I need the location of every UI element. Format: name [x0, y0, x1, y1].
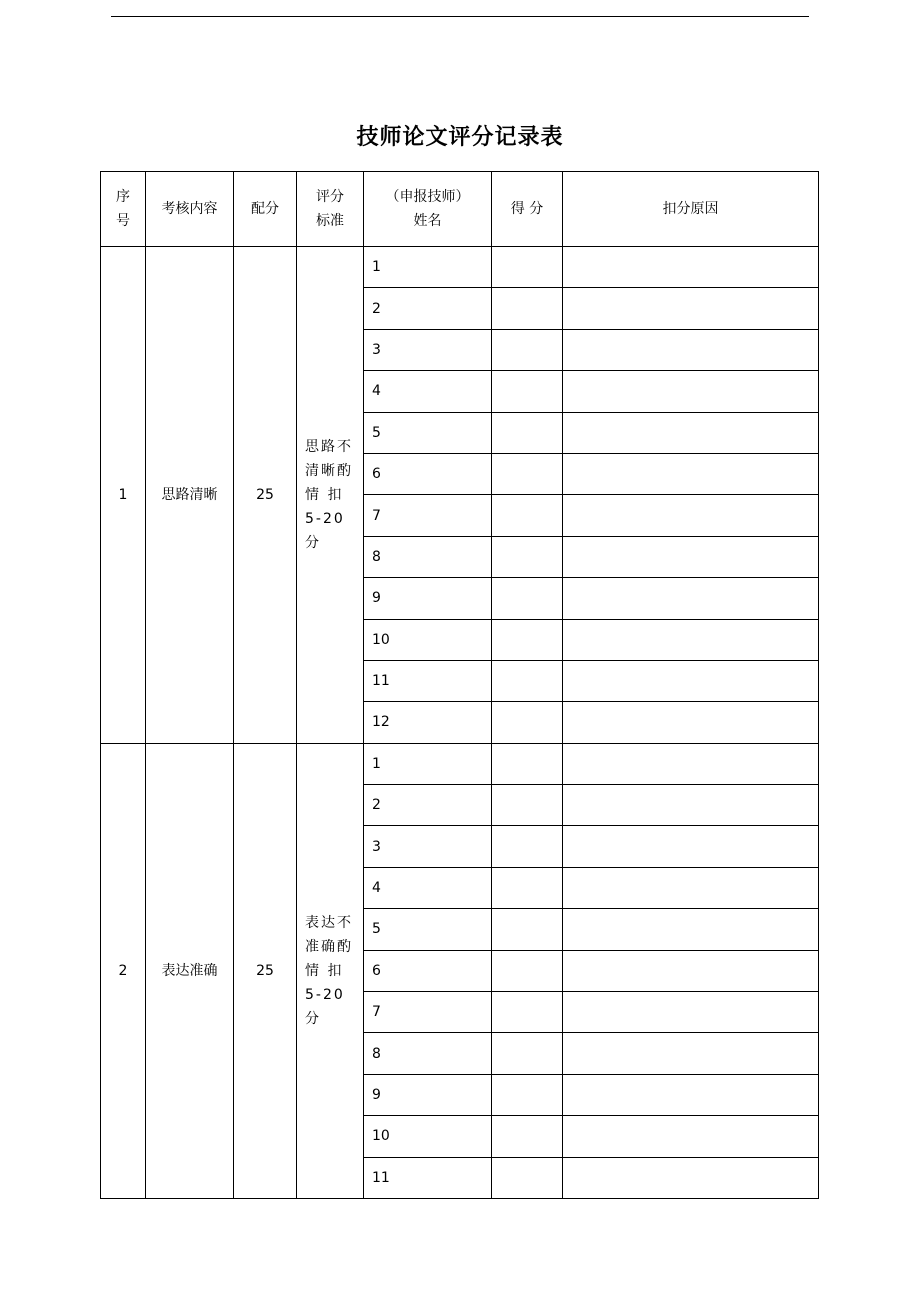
reason-cell[interactable]	[563, 453, 819, 494]
score-cell[interactable]	[492, 1033, 563, 1074]
score-cell[interactable]	[492, 1157, 563, 1198]
reason-cell[interactable]	[563, 536, 819, 577]
section-content: 表达准确	[146, 743, 234, 1198]
reason-cell[interactable]	[563, 743, 819, 784]
standard-line: 清晰酌	[305, 462, 353, 479]
page-title: 技师论文评分记录表	[356, 125, 564, 150]
table-row	[101, 743, 819, 784]
candidate-number: 7	[364, 992, 492, 1033]
score-cell[interactable]	[492, 743, 563, 784]
candidate-number: 4	[364, 867, 492, 908]
score-table	[100, 171, 819, 1199]
score-cell[interactable]	[492, 826, 563, 867]
candidate-number: 8	[364, 536, 492, 577]
reason-cell[interactable]	[563, 826, 819, 867]
score-cell[interactable]	[492, 288, 563, 329]
score-cell[interactable]	[492, 1074, 563, 1115]
candidate-number: 7	[364, 495, 492, 536]
section-standard	[297, 743, 364, 1198]
table-row	[101, 247, 819, 288]
header-standard-line-1: 评分	[316, 189, 344, 205]
reason-cell[interactable]	[563, 950, 819, 991]
candidate-number: 3	[364, 826, 492, 867]
header-content: 考核内容	[146, 172, 234, 247]
score-cell[interactable]	[492, 412, 563, 453]
score-cell[interactable]	[492, 619, 563, 660]
section-points: 25	[234, 743, 297, 1198]
standard-line: 分	[305, 1010, 321, 1027]
reason-cell[interactable]	[563, 495, 819, 536]
reason-cell[interactable]	[563, 909, 819, 950]
header-rule	[111, 16, 809, 17]
header-points: 配分	[234, 172, 297, 247]
score-cell[interactable]	[492, 950, 563, 991]
header-seq	[101, 172, 146, 247]
candidate-number: 12	[364, 702, 492, 743]
reason-cell[interactable]	[563, 412, 819, 453]
reason-cell[interactable]	[563, 1157, 819, 1198]
candidate-number: 2	[364, 288, 492, 329]
section-seq: 2	[101, 743, 146, 1198]
reason-cell[interactable]	[563, 329, 819, 370]
standard-line: 分	[305, 534, 321, 551]
candidate-number: 2	[364, 785, 492, 826]
reason-cell[interactable]	[563, 371, 819, 412]
score-cell[interactable]	[492, 1116, 563, 1157]
header-name-line-1: （申报技师）	[385, 189, 470, 205]
score-cell[interactable]	[492, 702, 563, 743]
candidate-number: 9	[364, 578, 492, 619]
reason-cell[interactable]	[563, 1116, 819, 1157]
score-cell[interactable]	[492, 453, 563, 494]
header-seq-line-2: 号	[116, 213, 130, 229]
candidate-number: 11	[364, 1157, 492, 1198]
score-cell[interactable]	[492, 247, 563, 288]
score-cell[interactable]	[492, 578, 563, 619]
reason-cell[interactable]	[563, 619, 819, 660]
score-cell[interactable]	[492, 785, 563, 826]
reason-cell[interactable]	[563, 1074, 819, 1115]
candidate-number: 4	[364, 371, 492, 412]
candidate-number: 10	[364, 1116, 492, 1157]
score-cell[interactable]	[492, 660, 563, 701]
standard-line: 准确酌	[305, 938, 353, 955]
header-name	[364, 172, 492, 247]
reason-cell[interactable]	[563, 1033, 819, 1074]
candidate-number: 8	[364, 1033, 492, 1074]
reason-cell[interactable]	[563, 992, 819, 1033]
score-cell[interactable]	[492, 992, 563, 1033]
score-cell[interactable]	[492, 371, 563, 412]
candidate-number: 6	[364, 950, 492, 991]
candidate-number: 11	[364, 660, 492, 701]
reason-cell[interactable]	[563, 867, 819, 908]
standard-line: 情 扣	[305, 962, 344, 979]
section-content: 思路清晰	[146, 247, 234, 744]
score-cell[interactable]	[492, 329, 563, 370]
reason-cell[interactable]	[563, 247, 819, 288]
score-cell[interactable]	[492, 867, 563, 908]
header-standard	[297, 172, 364, 247]
candidate-number: 1	[364, 247, 492, 288]
candidate-number: 10	[364, 619, 492, 660]
header-seq-line-1: 序	[116, 189, 130, 205]
section-standard	[297, 247, 364, 744]
section-points: 25	[234, 247, 297, 744]
header-score: 得 分	[492, 172, 563, 247]
standard-line: 思路不	[305, 438, 353, 455]
standard-line: 5-20	[305, 510, 345, 527]
standard-line: 5-20	[305, 986, 345, 1003]
candidate-number: 9	[364, 1074, 492, 1115]
reason-cell[interactable]	[563, 785, 819, 826]
standard-line: 情 扣	[305, 486, 344, 503]
header-standard-line-2: 标准	[316, 213, 344, 229]
score-cell[interactable]	[492, 495, 563, 536]
reason-cell[interactable]	[563, 702, 819, 743]
candidate-number: 3	[364, 329, 492, 370]
candidate-number: 5	[364, 412, 492, 453]
candidate-number: 5	[364, 909, 492, 950]
reason-cell[interactable]	[563, 288, 819, 329]
header-reason: 扣分原因	[563, 172, 819, 247]
section-seq: 1	[101, 247, 146, 744]
score-cell[interactable]	[492, 909, 563, 950]
candidate-number: 1	[364, 743, 492, 784]
reason-cell[interactable]	[563, 660, 819, 701]
score-cell[interactable]	[492, 536, 563, 577]
header-row	[101, 172, 819, 247]
header-name-line-2: 姓名	[413, 213, 442, 229]
candidate-number: 6	[364, 453, 492, 494]
standard-line: 表达不	[305, 914, 353, 931]
reason-cell[interactable]	[563, 578, 819, 619]
